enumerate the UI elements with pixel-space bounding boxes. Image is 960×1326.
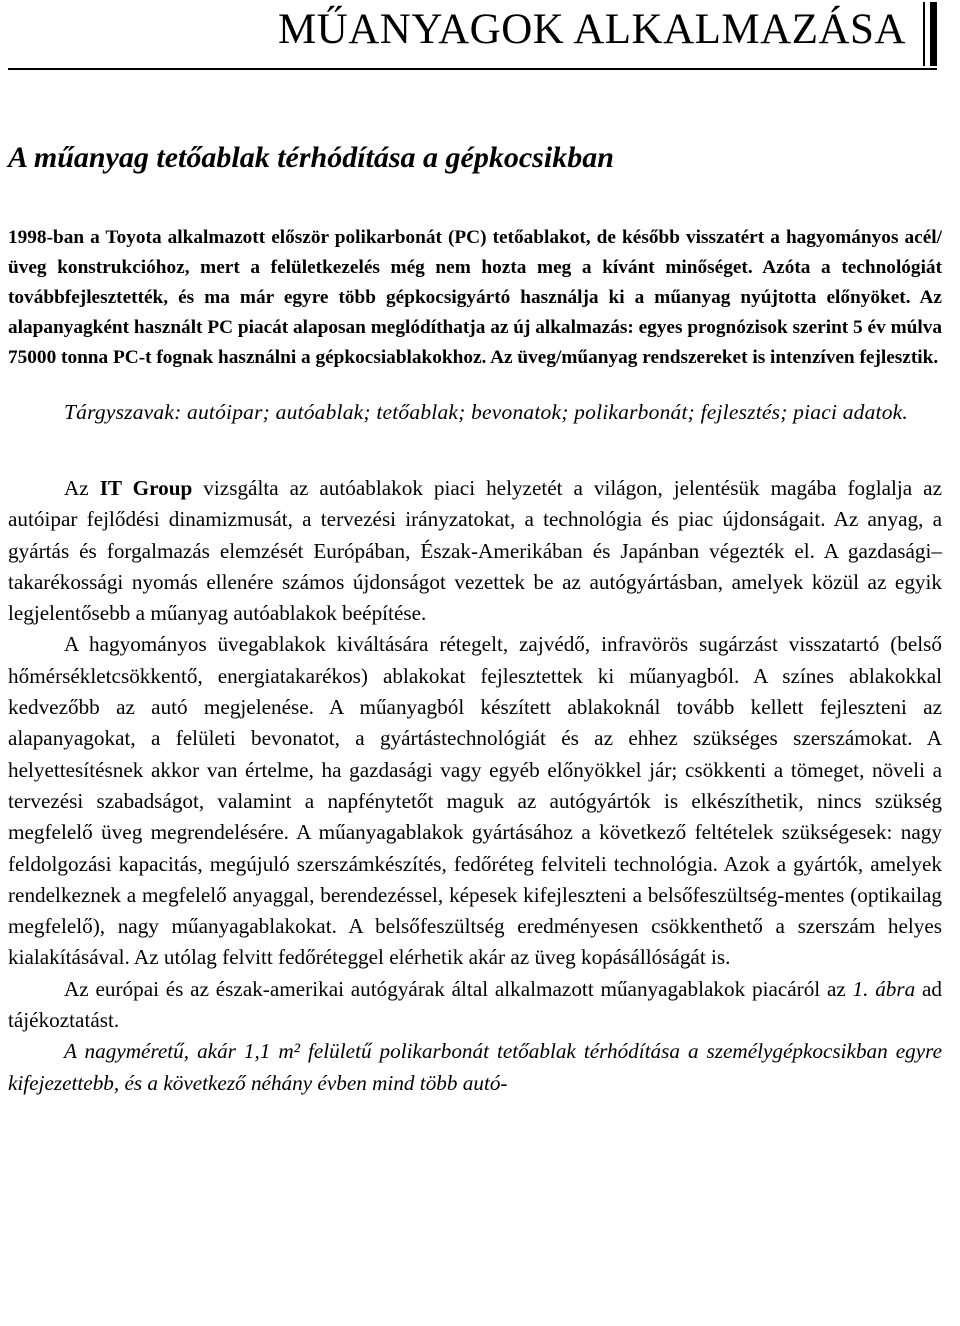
body-paragraph-2: A hagyományos üvegablakok kiváltására rétegelt, zajvédő, infravörös sugárzást visszatartó (belső hőmérsékletcsökkentő, energiatakarékos) ablakokat fejlesztettek ki műanyagból. A színes ablakokkal kedvezőbb az autó megjelenése. A műanyagból készített ablakoknál tovább kellett fejleszteni az alapanyagokat, a felületi bevonatot, a gyártástechnológiát és az ehhez szükséges szerszámokat. A helyettesítésnek akkor van értelme, ha gazdasági vagy egyéb előnyökkel jár; csökkenti a tömeget, növeli a tervezési szabadságot, valamint a napfénytetőt maguk az autógyártók is elkészíthetik, nincs szükség megfelelő üveg megrendelésére. A műanyagablakok gyártásához a következő feltételek szükségesek: nagy feldolgozási kapacitás, megújuló szerszámkészítés, fedőréteg felviteli technológia. Azok a gyártók, amelyek rendelkeznek a megfelelő anyaggal, berendezéssel, képesek kifejleszteni a belsőfeszültség-mentes (optikailag megfelelő), nagy műanyagablakokat. A belsőfeszültség eredményesen csökkenthető a szerszám helyes kialakításával. Az utólag felvitt fedőréteggel elérhetik akár az üveg kopásállóságát is. bbox=[8, 632, 942, 970]
header-bar-thin bbox=[923, 2, 925, 66]
section-title: MŰANYAGOK ALKALMAZÁSA bbox=[277, 6, 906, 53]
body-paragraph-4: A nagyméretű, akár 1,1 m² felületű polikarbonát tetőablak térhódítása a személygépkocsikban egyre kifejezettebb, és a következő néhány évben mind több autó- bbox=[8, 1039, 942, 1095]
header-bar-thick bbox=[930, 2, 937, 66]
running-header bbox=[8, 0, 942, 84]
paragraph-1-lead: Az bbox=[64, 476, 100, 500]
paragraph-3-rest: ad tájékoztatást. bbox=[8, 976, 942, 1033]
company-name: IT Group bbox=[99, 476, 193, 500]
article-title: A műanyag tetőablak térhódítása a gépkocsikban bbox=[8, 141, 614, 174]
body-paragraph-1 bbox=[8, 473, 942, 629]
header-rule bbox=[8, 68, 937, 70]
figure-reference: 1. ábra bbox=[852, 976, 916, 1001]
article-body bbox=[8, 473, 942, 1099]
keywords: Tárgyszavak: autóipar; autóablak; tetőablak; bevonatok; polikarbonát; fejlesztés; piaci adatok. bbox=[64, 400, 908, 424]
body-paragraph-3 bbox=[8, 974, 942, 1037]
paragraph-3-lead: Az európai és az észak-amerikai autógyárak által alkalmazott műanyagablakok piacáról az bbox=[64, 976, 853, 1001]
paragraph-1-rest: vizsgálta az autóablakok piaci helyzetét a világon, jelentésük magába foglalja az autóipar fejlődési dinamizmusát, a tervezési irányzatokat, a technológia és piac újdonságait. Az anyag, a gyártás és forgalmazás elemzését Európában, Észak-Amerikában és Japánban végezték el. A gazdasági–takarékossági nyomás ellenére számos újdonságot vezettek be az autógyártásban, amelyek közül az egyik legjelentősebb a műanyag autóablakok beépítése. bbox=[8, 476, 942, 626]
abstract: 1998-ban a Toyota alkalmazott először polikarbonát (PC) tetőablakot, de később visszatért a hagyományos acél/üveg konstrukcióhoz, mert a felületkezelés még nem hozta meg a kívánt minőséget. Azóta a technológiát továbbfejlesztették, és ma már egyre több gépkocsigyártó használja ki a műanyag nyújtotta előnyöket. Az alapanyagként használt PC piacát alaposan meglódíthatja az új alkalmazás: egyes prognózisok szerint 5 év múlva 75000 tonna PC-t fognak használni a gépkocsiablakokhoz. Az üveg/műanyag rendszereket is intenzíven fejlesztik. bbox=[8, 227, 942, 368]
